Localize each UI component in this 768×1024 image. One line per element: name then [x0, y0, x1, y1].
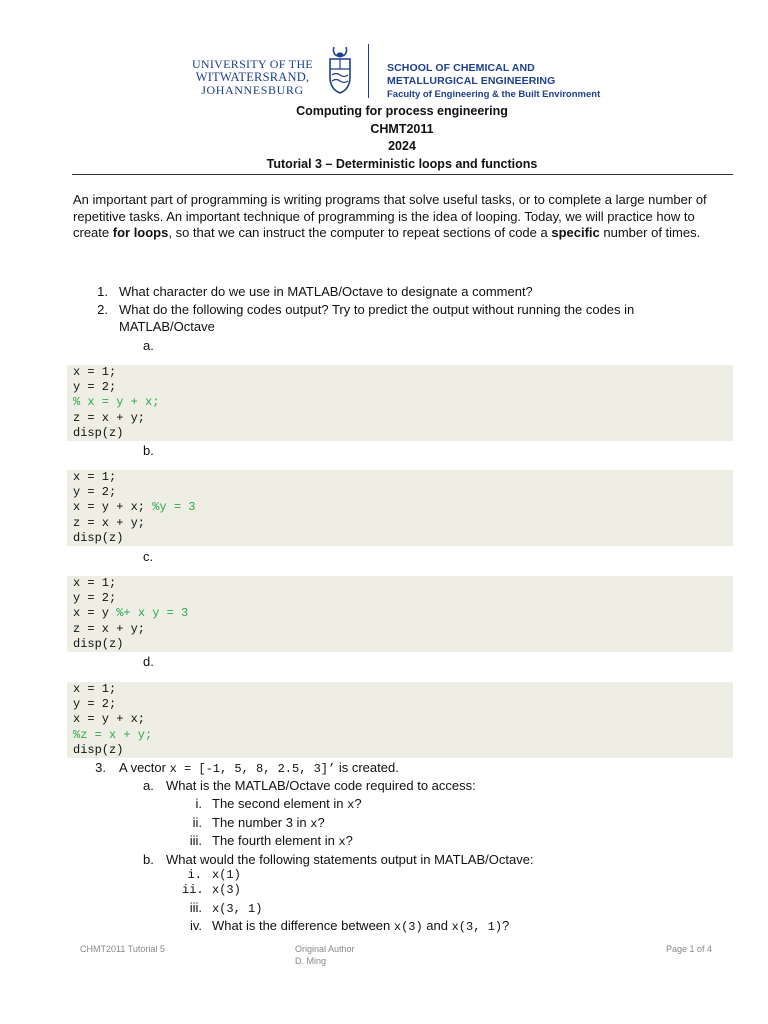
university-line-1: UNIVERSITY OF THE [191, 57, 314, 71]
code-block-a [67, 365, 733, 441]
intro-text-3: number of times. [599, 225, 701, 240]
code-block-b [67, 470, 733, 546]
q3-number: 3. [95, 760, 106, 775]
q3a-iii-text: The fourth element in x? [212, 833, 353, 849]
course-year: 2024 [388, 139, 416, 153]
q3a-ii-number: ii. [192, 815, 202, 830]
footer-left: CHMT2011 Tutorial 5 [80, 944, 165, 954]
intro-text-2: , so that we can instruct the computer to repeat sections of code a [168, 225, 552, 240]
q2-text-line-2: MATLAB/Octave [119, 319, 215, 334]
code-line: x = 1; [73, 470, 117, 484]
school-logo-text [387, 62, 600, 101]
code-block-c [67, 576, 733, 652]
q3b-iii-code: x(3, 1) [212, 902, 263, 916]
code-line: y = 2; [73, 380, 117, 395]
tutorial-title: Tutorial 3 – Deterministic loops and functions [266, 157, 538, 171]
intro-text-1: An important part of programming is writing programs that solve useful tasks, or to complete a large number of repetitive tasks. An important technique of programming is the idea of looping. Today, we will practice how to create [73, 192, 707, 240]
intro-bold-1: for loops [112, 225, 169, 240]
q3b-i-code: x(1) [212, 868, 241, 882]
university-crest-icon [322, 45, 358, 95]
q2-text-line-1: What do the following codes output? Try to predict the output without running the codes in [119, 302, 635, 317]
footer-author-name: D. Ming [295, 956, 327, 966]
school-line-2: METALLURGICAL ENGINEERING [387, 75, 556, 87]
university-line-2: WITWATERSRAND, [195, 70, 310, 84]
q3b-text: What would the following statements output in MATLAB/Octave: [166, 852, 534, 867]
code-line: %z = x + y; [73, 727, 153, 742]
code-line: disp(z) [73, 636, 124, 651]
q1-text: What character do we use in MATLAB/Octave to designate a comment? [119, 284, 533, 299]
code-line: disp(z) [73, 425, 124, 440]
code-line: z = x + y; [73, 621, 146, 636]
code-line: % x = y + x; [73, 395, 160, 410]
university-line-3: JOHANNESBURG [201, 83, 304, 97]
course-name: Computing for process engineering [296, 104, 508, 118]
q1-number: 1. [97, 284, 108, 299]
code-line: x = 1; [73, 576, 117, 590]
intro-paragraph [73, 192, 733, 242]
code-line: x = y + x; [73, 712, 146, 727]
code-line: z = x + y; [73, 515, 146, 530]
q3b-iv-number: iv. [189, 918, 202, 933]
faculty-line: Faculty of Engineering & the Built Environment [387, 89, 601, 100]
q3b-iii-number: iii. [189, 900, 202, 915]
q3a-ii-text: The number 3 in x? [212, 815, 325, 831]
q2b-label: b. [143, 443, 154, 458]
q3a-text: What is the MATLAB/Octave code required to access: [166, 778, 476, 793]
code-line: x = 1; [73, 365, 117, 379]
intro-bold-2: specific [551, 225, 600, 240]
code-block-d [67, 682, 733, 758]
q2a-label: a. [143, 338, 154, 353]
footer-page-number: Page 1 of 4 [665, 944, 712, 954]
q3a-iii-number: iii. [189, 833, 202, 848]
q3b-ii-number: ii. [182, 883, 204, 897]
q3b-label: b. [143, 852, 154, 867]
q3-text: A vector x = [-1, 5, 8, 2.5, 3]’ is created. [119, 760, 399, 776]
code-line: y = 2; [73, 591, 117, 606]
q3b-ii-code: x(3) [212, 883, 241, 897]
code-line: disp(z) [73, 742, 124, 757]
q3a-i-text: The second element in x? [212, 796, 362, 812]
header-divider [368, 44, 369, 98]
university-logo-text [185, 58, 320, 97]
q2d-label: d. [143, 654, 154, 669]
school-line-1: SCHOOL OF CHEMICAL AND [387, 62, 535, 74]
code-line: x = y + x; %y = 3 [73, 500, 196, 515]
code-line: y = 2; [73, 697, 117, 712]
code-line: z = x + y; [73, 410, 146, 425]
q2-number: 2. [97, 302, 108, 317]
code-line: x = y %+ x y = 3 [73, 606, 189, 621]
code-line: x = 1; [73, 682, 117, 696]
vector-code: x = [-1, 5, 8, 2.5, 3]’ [169, 762, 336, 776]
code-line: y = 2; [73, 485, 117, 500]
q3a-i-number: i. [195, 796, 202, 811]
q3b-i-number: i. [187, 868, 202, 882]
title-rule [72, 174, 733, 175]
course-code: CHMT2011 [370, 122, 434, 136]
footer-author-label: Original Author [295, 944, 355, 954]
q2c-label: c. [143, 549, 154, 564]
q3a-label: a. [143, 778, 154, 793]
code-line: disp(z) [73, 530, 124, 545]
q3b-iv-text: What is the difference between x(3) and x(3, 1)? [212, 918, 510, 934]
